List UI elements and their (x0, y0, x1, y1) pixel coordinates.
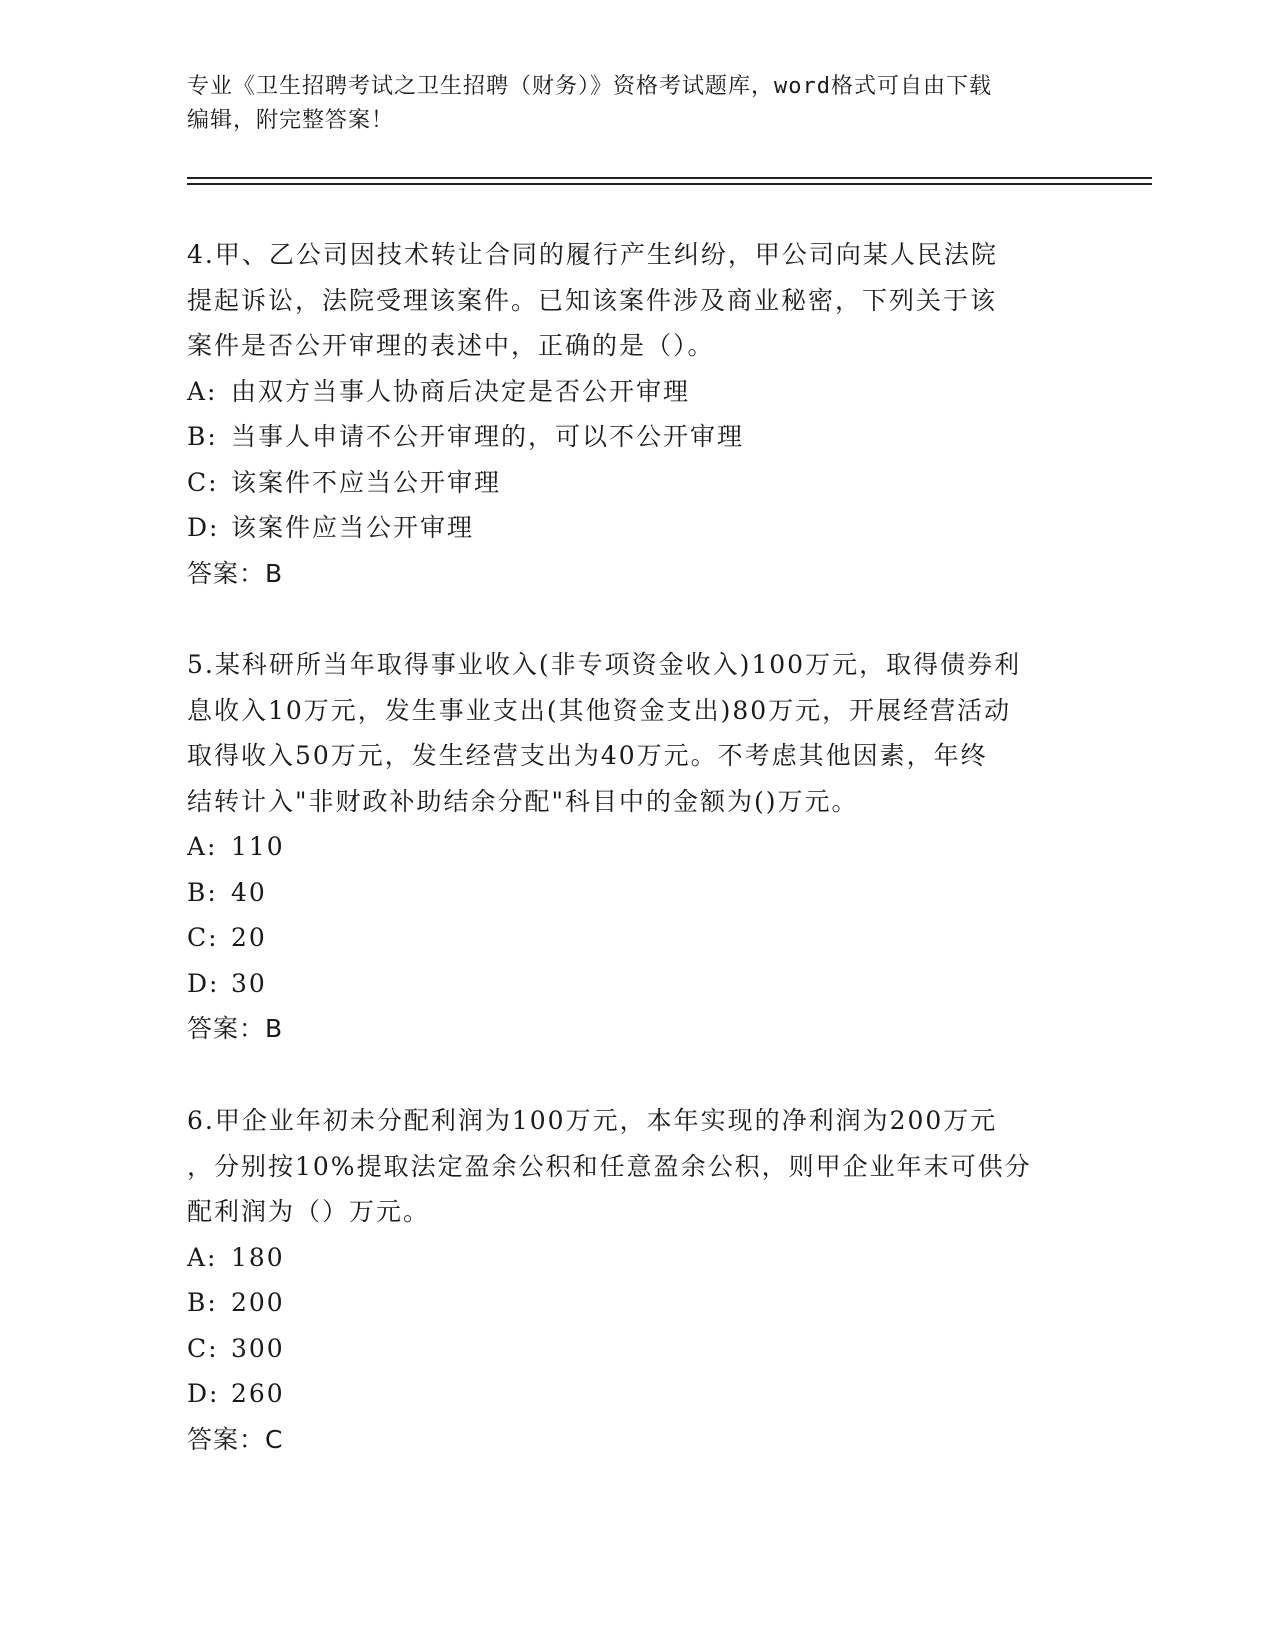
option-text: 由双方当事人协商后决定是否公开审理 (231, 376, 691, 406)
option-letter: D: (187, 513, 220, 542)
option-text: 200 (231, 1288, 285, 1317)
option-a (187, 369, 1087, 415)
option-text: 110 (231, 832, 285, 861)
question-stem (187, 642, 1087, 824)
option-c (187, 915, 1087, 961)
option-text: 当事人申请不公开审理的，可以不公开审理 (231, 422, 745, 451)
header-divider-top (187, 177, 1152, 179)
option-b (187, 1280, 1087, 1326)
option-text: 260 (231, 1379, 285, 1408)
answer: 答案：B (187, 558, 284, 588)
option-letter: B: (187, 877, 218, 907)
document-header (187, 70, 1087, 138)
option-c (187, 1326, 1087, 1372)
answer: 答案：B (187, 1014, 284, 1043)
option-c (187, 460, 1087, 506)
answer: 答案：C (187, 1424, 284, 1454)
options-list (187, 1235, 1087, 1417)
question-6 (187, 1098, 1087, 1462)
option-text: 40 (231, 877, 267, 907)
option-letter: C: (187, 467, 219, 497)
question-5 (187, 642, 1087, 1052)
header-line-1: 专业《卫生招聘考试之卫生招聘（财务）》资格考试题库，word格式可自由下载 (187, 74, 992, 99)
option-text: 该案件应当公开审理 (231, 513, 475, 542)
option-letter: D: (187, 1379, 220, 1408)
option-b (187, 870, 1087, 916)
option-a (187, 824, 1087, 870)
option-letter: C: (187, 923, 219, 952)
question-stem (187, 1098, 1087, 1235)
option-letter: D: (187, 968, 220, 998)
option-letter: A: (187, 832, 218, 861)
stem-line: 5.某科研所当年取得事业收入(非专项资金收入)100万元，取得债券利 (187, 650, 1022, 679)
option-d (187, 961, 1087, 1007)
option-letter: B: (187, 422, 218, 451)
option-text: 20 (231, 923, 267, 952)
stem-line: 结转计入"非财政补助结余分配"科目中的金额为()万元。 (187, 786, 859, 816)
option-text: 30 (231, 968, 267, 998)
option-d (187, 1371, 1087, 1417)
option-d (187, 505, 1087, 551)
question-4 (187, 232, 1087, 596)
option-text: 180 (231, 1242, 285, 1272)
option-letter: B: (187, 1288, 218, 1317)
stem-line: 提起诉讼，法院受理该案件。已知该案件涉及商业秘密，下列关于该 (187, 285, 998, 315)
options-list (187, 369, 1087, 551)
stem-line: 息收入10万元，发生事业支出(其他资金支出)80万元，开展经营活动 (187, 695, 1012, 725)
question-stem (187, 232, 1087, 369)
option-a (187, 1235, 1087, 1281)
stem-line: 案件是否公开审理的表述中，正确的是（）。 (187, 331, 715, 360)
header-line-2: 编辑，附完整答案！ (187, 108, 395, 133)
stem-line: 取得收入50万元，发生经营支出为40万元。不考虑其他因素，年终 (187, 741, 988, 770)
stem-line: ，分别按10%提取法定盈余公积和任意盈余公积，则甲企业年末可供分 (187, 1151, 1032, 1181)
stem-line: 6.甲企业年初未分配利润为100万元，本年实现的净利润为200万元 (187, 1106, 998, 1135)
option-letter: A: (187, 376, 218, 406)
option-letter: A: (187, 1242, 218, 1272)
option-text: 300 (231, 1333, 285, 1363)
option-letter: C: (187, 1333, 219, 1363)
option-b (187, 414, 1087, 460)
options-list (187, 824, 1087, 1006)
option-text: 该案件不应当公开审理 (231, 467, 502, 497)
header-divider-bottom (187, 183, 1152, 185)
stem-line: 配利润为（）万元。 (187, 1197, 431, 1226)
stem-line: 4.甲、乙公司因技术转让合同的履行产生纠纷，甲公司向某人民法院 (187, 240, 998, 269)
